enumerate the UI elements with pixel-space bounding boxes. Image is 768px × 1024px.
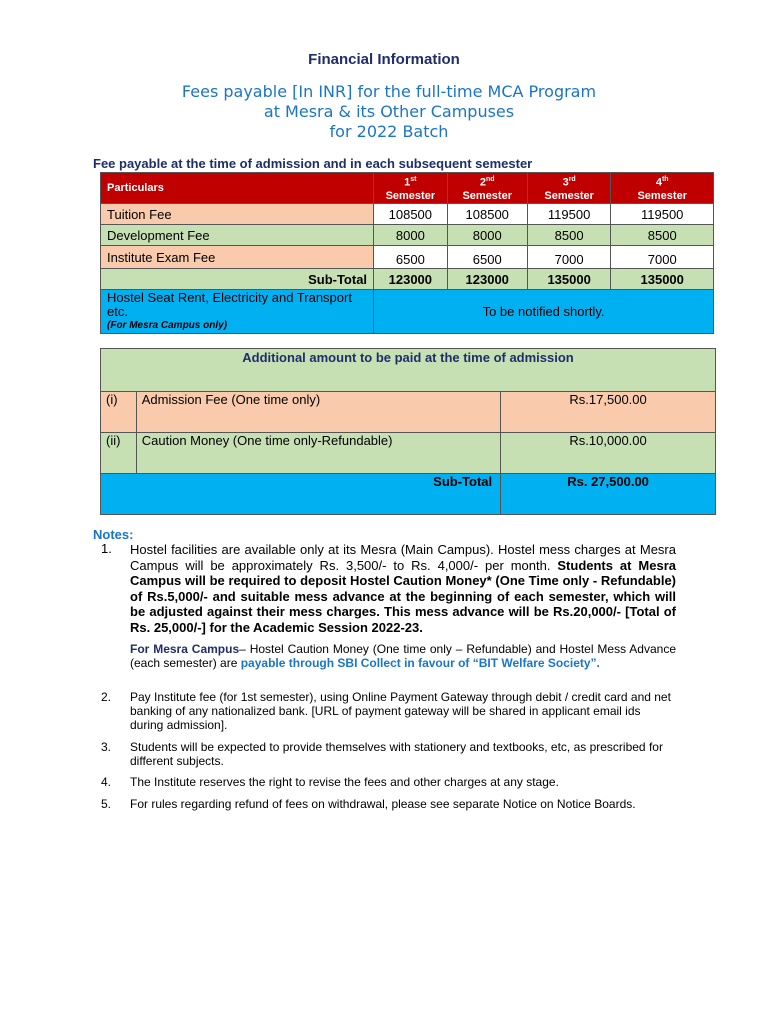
title-line-3: for 2022 Batch [329, 122, 449, 141]
additional-subtotal-row [101, 474, 716, 515]
table-row [101, 246, 714, 269]
fee-cell: 8000 [374, 225, 448, 246]
additional-amount-table [100, 348, 716, 515]
hostel-value: To be notified shortly. [374, 290, 714, 334]
row-index: (i) [101, 392, 137, 433]
additional-subtotal-amount: Rs. 27,500.00 [501, 474, 716, 515]
semester-header-2: 2nd Semester [447, 173, 527, 204]
subtotal-label: Sub-Total [101, 269, 374, 290]
subtotal-cell: 135000 [527, 269, 611, 290]
additional-table-header [101, 349, 716, 392]
row-index: (ii) [101, 433, 137, 474]
note-text: Pay Institute fee (for 1st semester), using Online Payment Gateway through debit / credit card and net banking of any nationalized bank. [URL of payment gateway will be shared in applicant email ids during admission]. [130, 690, 671, 732]
note-number: 1. [101, 541, 112, 556]
title-line-1: Fees payable [In INR] for the full-time MCA Program [181, 82, 597, 101]
semester-header-3: 3rd Semester [527, 173, 611, 204]
note-number: 2. [101, 690, 112, 704]
additional-subtotal-label: Sub-Total [101, 474, 501, 515]
additional-header-text: Additional amount to be paid at the time of admission [101, 349, 716, 392]
row-label: Institute Exam Fee [101, 246, 374, 269]
row-label: Caution Money (One time only-Refundable) [136, 433, 500, 474]
document-title [0, 82, 768, 142]
hostel-note: (For Mesra Campus only) [107, 320, 228, 331]
note-item-1 [101, 542, 676, 670]
note-item-3 [101, 740, 676, 768]
particulars-header: Particulars [101, 173, 374, 204]
note-sub-text: For Mesra Campus– Hostel Caution Money (One time only – Refundable) and Hostel Mess Advance (each semester) are payable through SBI Collect in favour of “BIT Welfare Society”. [130, 642, 677, 670]
fee-cell: 8500 [611, 225, 714, 246]
row-amount: Rs.17,500.00 [501, 392, 716, 433]
fee-table-header-row [101, 173, 714, 204]
note-item-5 [101, 797, 676, 811]
fee-cell: 6500 [447, 246, 527, 269]
fee-cell: 7000 [527, 246, 611, 269]
note-number: 4. [101, 775, 112, 789]
title-line-2: at Mesra & its Other Campuses [263, 102, 515, 121]
fee-cell: 119500 [527, 204, 611, 225]
document-heading: Financial Information [308, 51, 460, 68]
note-item-2 [101, 690, 676, 732]
row-label: Development Fee [101, 225, 374, 246]
semester-header-4: 4th Semester [611, 173, 714, 204]
semester-header-1: 1st Semester [374, 173, 448, 204]
table-row [101, 225, 714, 246]
note-text: For rules regarding refund of fees on withdrawal, please see separate Notice on Notice Boards. [130, 797, 636, 811]
row-amount: Rs.10,000.00 [501, 433, 716, 474]
row-label: Tuition Fee [101, 204, 374, 225]
subtotal-cell: 123000 [374, 269, 448, 290]
note-item-4 [101, 775, 676, 789]
fee-cell: 119500 [611, 204, 714, 225]
semester-fee-table [100, 172, 714, 334]
note-text: The Institute reserves the right to revise the fees and other charges at any stage. [130, 775, 559, 789]
note-number: 3. [101, 740, 112, 754]
note-text: Students will be expected to provide themselves with stationery and textbooks, etc, as prescribed for different subjects. [130, 740, 663, 768]
note-text: Hostel facilities are available only at its Mesra (Main Campus). Hostel mess charges at Mesra Campus will be approximately Rs. 3,500/- to Rs. 4,000/- per month. Students at Mesra Campus will be required to deposit Hostel Caution Money* (One Time only - Refundable) of Rs.5,000/- and suitable mess advance at the beginning of each semester, which will be adjusted against their mess charges. This mess advance will be Rs.20,000/- [Total of Rs. 25,000/-] for the Academic Session 2022-23. [130, 542, 676, 635]
subtotal-cell: 123000 [447, 269, 527, 290]
note-number: 5. [101, 797, 112, 811]
table-row [101, 392, 716, 433]
fee-table-caption: Fee payable at the time of admission and in each subsequent semester [93, 156, 533, 171]
row-label: Admission Fee (One time only) [136, 392, 500, 433]
fee-cell: 8000 [447, 225, 527, 246]
fee-cell: 8500 [527, 225, 611, 246]
table-row [101, 204, 714, 225]
fee-cell: 108500 [447, 204, 527, 225]
hostel-row [101, 290, 714, 334]
notes-label: Notes: [93, 527, 134, 542]
table-row [101, 433, 716, 474]
subtotal-cell: 135000 [611, 269, 714, 290]
fee-cell: 7000 [611, 246, 714, 269]
subtotal-row [101, 269, 714, 290]
fee-cell: 6500 [374, 246, 448, 269]
hostel-label: Hostel Seat Rent, Electricity and Transport etc. (For Mesra Campus only) [101, 290, 374, 334]
fee-cell: 108500 [374, 204, 448, 225]
